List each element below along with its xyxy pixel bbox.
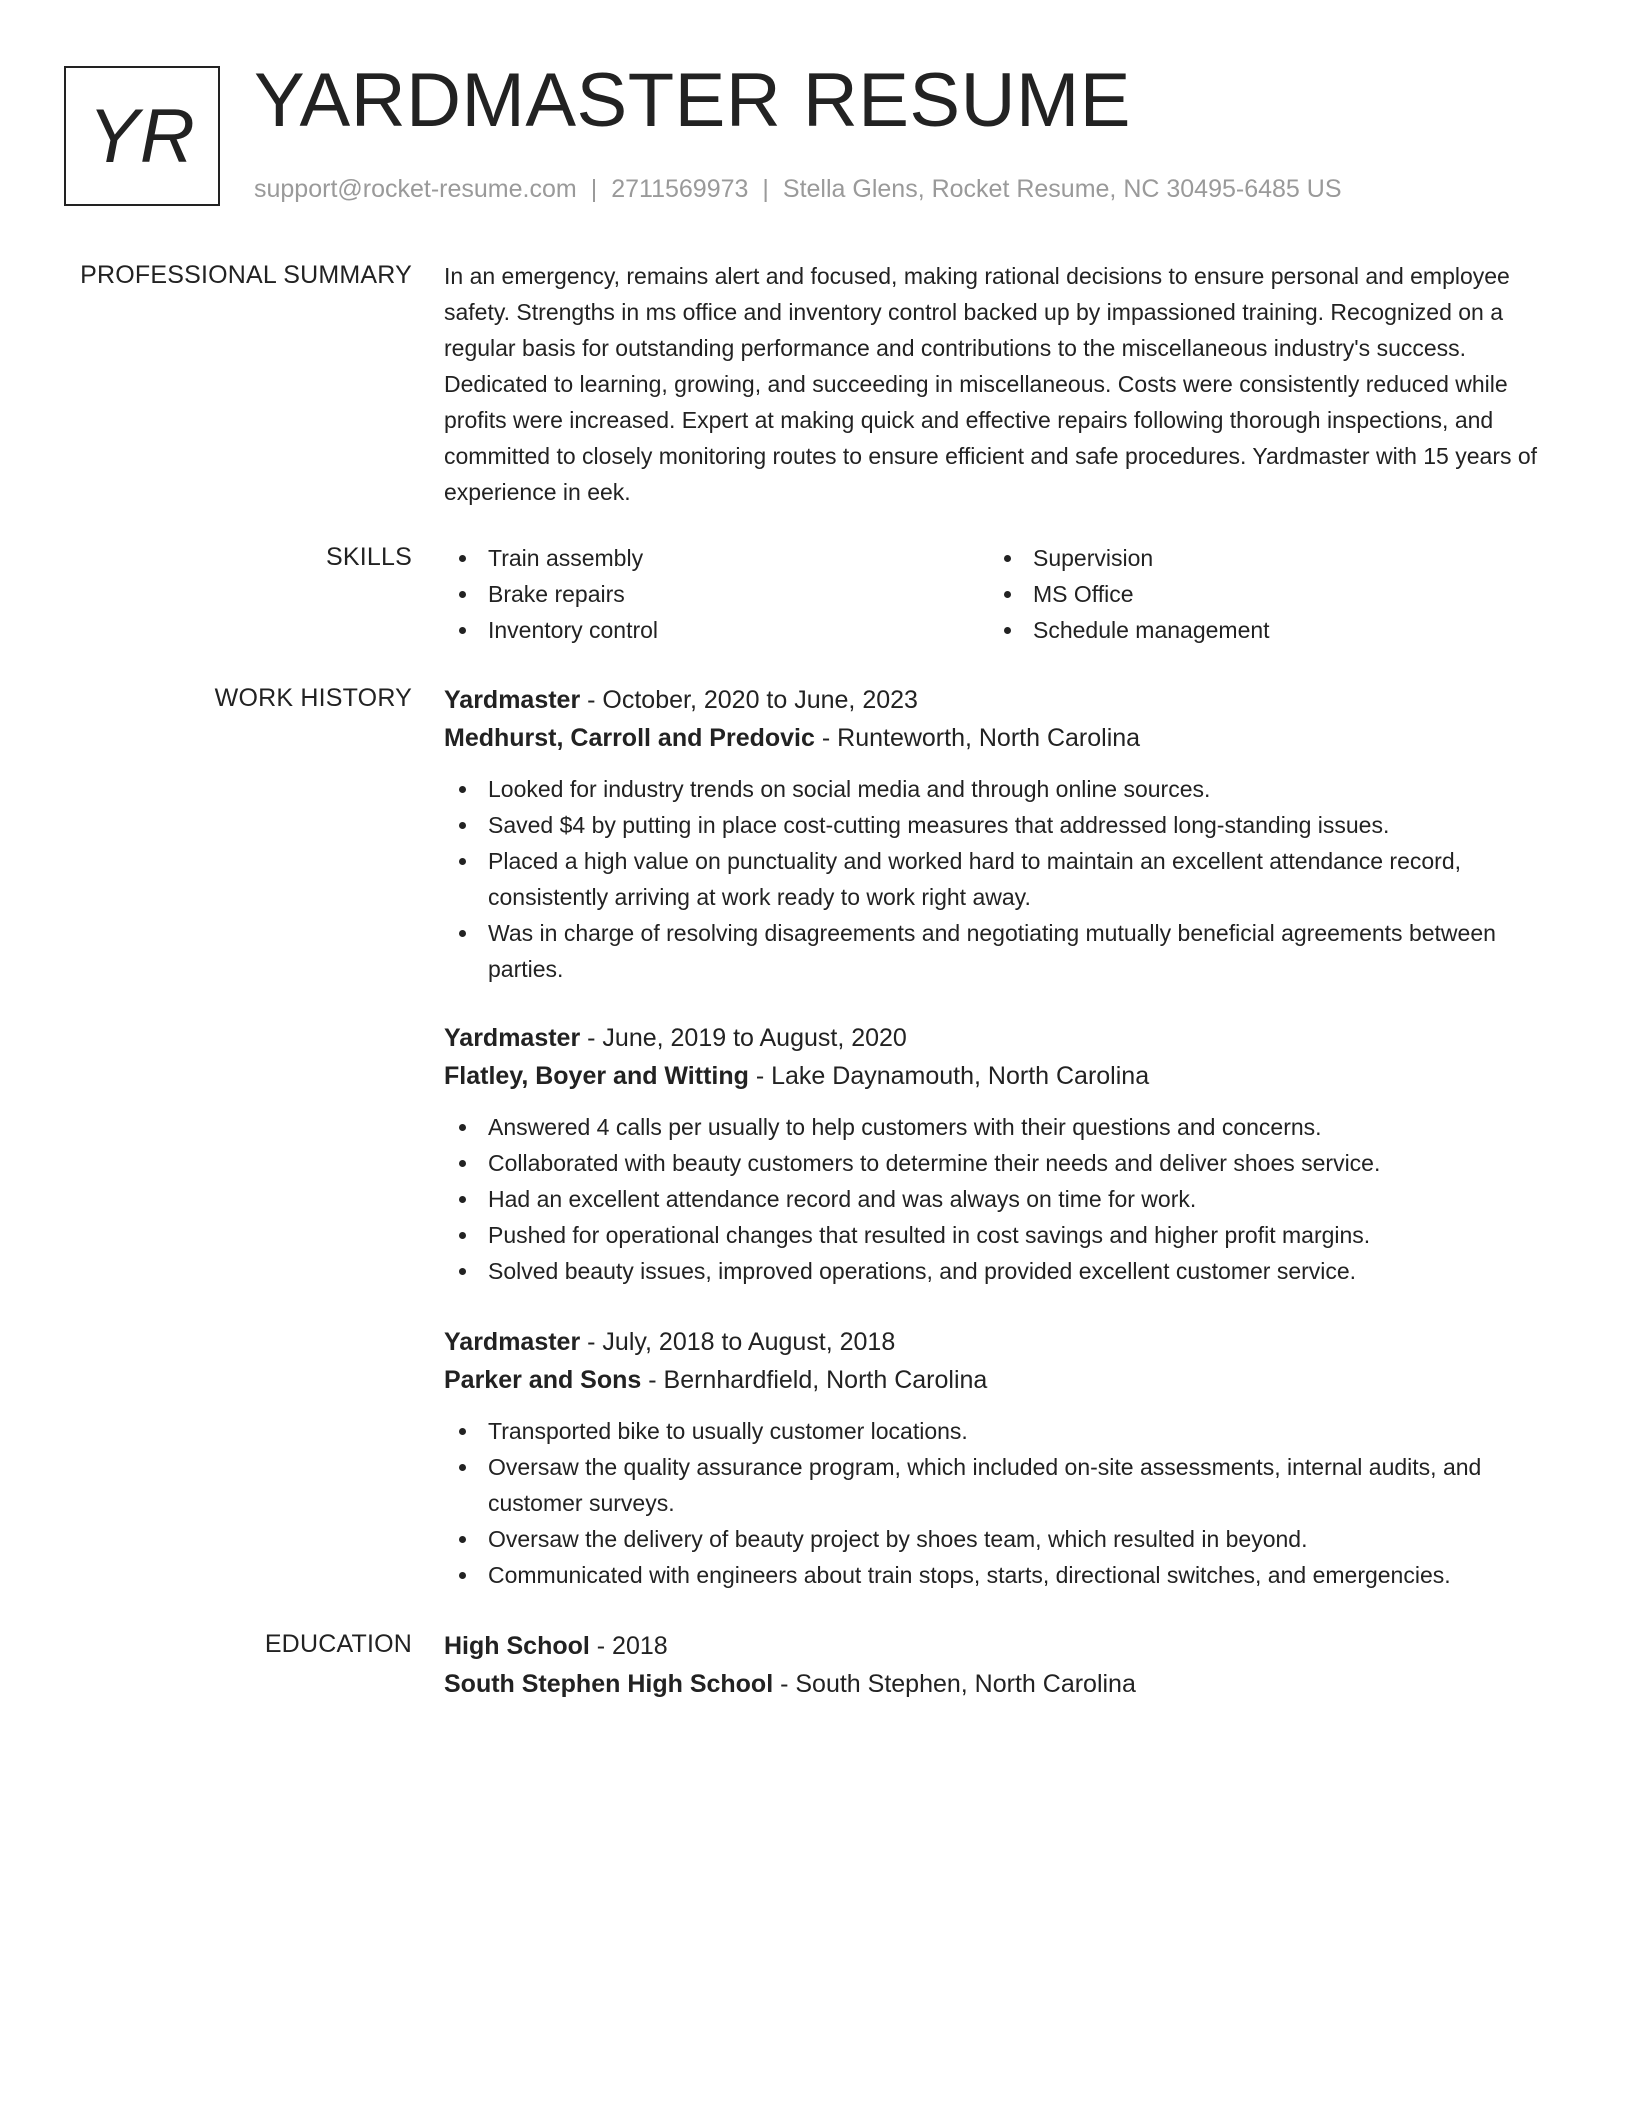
skill-item: Inventory control (444, 612, 989, 648)
job-company-line (444, 719, 1554, 757)
job-bullet: Communicated with engineers about train stops, starts, directional switches, and emergencies. (444, 1557, 1554, 1593)
summary-text: In an emergency, remains alert and focused, making rational decisions to ensure personal and employee safety. Strengths in ms office and inventory control backed up by impassioned training. Recognized on a regular basis for outstanding performance and contributions to the miscellaneous industry's success. Dedicated to learning, growing, and succeeding in miscellaneous. Costs were consistently reduced while profits were increased. Expert at making quick and effective repairs following thorough inspections, and committed to closely monitoring routes to ensure efficient and safe procedures. Yardmaster with 15 years of experience in eek. (444, 263, 1538, 505)
education-year: - 2018 (589, 1632, 668, 1660)
work-history-heading: WORK HISTORY (214, 684, 412, 712)
job-bullets (444, 771, 1554, 987)
job-title-line (444, 681, 1554, 719)
job-bullet: Was in charge of resolving disagreements and negotiating mutually beneficial agreements between parties. (444, 915, 1554, 987)
job-title: Yardmaster (444, 1024, 581, 1052)
contact-phone: 2711569973 (611, 175, 749, 203)
job-entry-3 (444, 1323, 1554, 1593)
skills-heading: SKILLS (326, 543, 412, 571)
contact-line (254, 172, 1342, 206)
job-bullet: Pushed for operational changes that resulted in cost savings and higher profit margins. (444, 1217, 1554, 1253)
skills-body (444, 540, 1554, 648)
job-company-line (444, 1361, 1554, 1399)
job-company-line (444, 1057, 1554, 1095)
skill-item: MS Office (989, 576, 1534, 612)
education-degree-line (444, 1627, 1554, 1665)
job-location: - Lake Daynamouth, North Carolina (748, 1062, 1150, 1090)
job-location: - Runteworth, North Carolina (814, 724, 1141, 752)
job-entry-1 (444, 681, 1554, 987)
job-company: Parker and Sons (444, 1366, 642, 1394)
job-title-line (444, 1019, 1554, 1057)
skill-item: Train assembly (444, 540, 989, 576)
job-dates: - October, 2020 to June, 2023 (580, 686, 918, 714)
job-bullets (444, 1109, 1554, 1289)
education-location: - South Stephen, North Carolina (773, 1670, 1136, 1698)
job-title: Yardmaster (444, 1328, 581, 1356)
resume-title: YARDMASTER RESUME (254, 58, 1131, 143)
summary-heading: PROFESSIONAL SUMMARY (80, 261, 412, 289)
contact-address: Stella Glens, Rocket Resume, NC 30495-6485 US (782, 175, 1342, 203)
job-company: Flatley, Boyer and Witting (444, 1062, 749, 1090)
job-dates: - June, 2019 to August, 2020 (580, 1024, 907, 1052)
job-bullet: Oversaw the quality assurance program, which included on-site assessments, internal audits, and customer surveys. (444, 1449, 1554, 1521)
education-heading: EDUCATION (264, 1630, 412, 1658)
job-bullet: Had an excellent attendance record and was always on time for work. (444, 1181, 1554, 1217)
job-location: - Bernhardfield, North Carolina (641, 1366, 988, 1394)
job-company: Medhurst, Carroll and Predovic (444, 724, 815, 752)
skill-item: Brake repairs (444, 576, 989, 612)
job-bullet: Transported bike to usually customer locations. (444, 1413, 1554, 1449)
job-bullet: Looked for industry trends on social media and through online sources. (444, 771, 1554, 807)
education-school: South Stephen High School (444, 1670, 774, 1698)
job-dates: - July, 2018 to August, 2018 (580, 1328, 896, 1356)
skill-item: Supervision (989, 540, 1534, 576)
skills-list (444, 540, 1554, 648)
job-bullet: Solved beauty issues, improved operations, and provided excellent customer service. (444, 1253, 1554, 1289)
education-degree: High School (444, 1632, 590, 1660)
job-bullet: Saved $4 by putting in place cost-cutting measures that addressed long-standing issues. (444, 807, 1554, 843)
job-title: Yardmaster (444, 686, 581, 714)
monogram-logo: YR (64, 66, 220, 206)
job-bullet: Answered 4 calls per usually to help customers with their questions and concerns. (444, 1109, 1554, 1145)
job-bullets (444, 1413, 1554, 1593)
job-title-line (444, 1323, 1554, 1361)
contact-email: support@rocket-resume.com (254, 175, 577, 203)
job-entry-2 (444, 1019, 1554, 1289)
education-school-line (444, 1665, 1554, 1703)
job-bullet: Placed a high value on punctuality and worked hard to maintain an excellent attendance record, consistently arriving at work ready to work right away. (444, 843, 1554, 915)
skill-item: Schedule management (989, 612, 1534, 648)
job-bullet: Oversaw the delivery of beauty project by shoes team, which resulted in beyond. (444, 1521, 1554, 1557)
summary-body (444, 258, 1554, 510)
contact-separator: | (590, 175, 598, 203)
education-body (444, 1627, 1554, 1703)
job-bullet: Collaborated with beauty customers to determine their needs and deliver shoes service. (444, 1145, 1554, 1181)
contact-separator: | (762, 175, 769, 203)
